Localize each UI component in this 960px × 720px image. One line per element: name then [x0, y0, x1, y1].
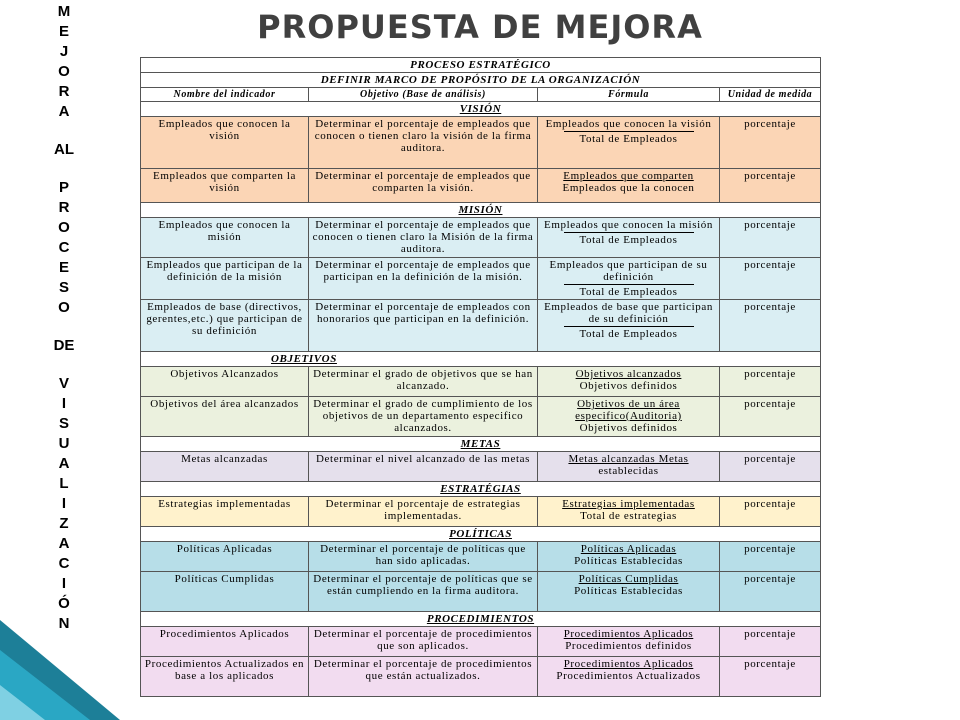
- column-header-formula: Fórmula: [538, 88, 720, 102]
- vertical-title-letter: V: [58, 375, 69, 392]
- indicator-formula: $\frac{\text{Estrategias implementadas}}{\text{Total de estrategias}}$: [538, 497, 720, 527]
- page-title: PROPUESTA DE MEJORA: [257, 8, 703, 46]
- indicator-unit: porcentaje: [720, 218, 821, 258]
- indicator-unit: porcentaje: [720, 452, 821, 482]
- vertical-title-letter: A: [58, 103, 70, 120]
- table-row: [141, 452, 821, 482]
- table-row: [141, 542, 821, 572]
- section-politicas: POLÍTICAS: [141, 527, 821, 542]
- column-header-name: Nombre del indicador: [141, 88, 309, 102]
- vertical-title-letter: C: [58, 239, 70, 256]
- vertical-title-letter: [40, 122, 88, 140]
- indicator-name: Procedimientos Actualizados en base a los aplicados: [141, 657, 309, 697]
- indicator-objective: Determinar el porcentaje de políticas que han sido aplicadas.: [309, 542, 538, 572]
- indicator-name: Estrategias implementadas: [141, 497, 309, 527]
- corner-decoration: [0, 580, 120, 720]
- indicator-formula: $\frac{\text{Empleados que conocen la visión}}{\text{Total de Empleados}}$: [538, 117, 720, 169]
- table-row: [141, 169, 821, 203]
- vertical-title-letter: M: [57, 3, 71, 20]
- vertical-title-letter: S: [58, 415, 69, 432]
- section-mision: MISIÓN: [141, 203, 821, 218]
- indicator-formula: $\frac{\text{Empleados que comparten}}{\text{Empleados que la conocen}}$: [538, 169, 720, 203]
- indicator-formula: $\frac{\text{Políticas Cumplidas}}{\text{Políticas Establecidas}}$: [538, 572, 720, 612]
- indicator-formula: $\frac{\text{Empleados que participan de su definición}}{\text{Total de Empleados}}$: [538, 258, 720, 300]
- indicator-unit: porcentaje: [720, 572, 821, 612]
- vertical-title-letter: C: [58, 555, 70, 572]
- indicator-objective: Determinar el porcentaje de procedimientos que están actualizados.: [309, 657, 538, 697]
- vertical-title-letter: [40, 160, 88, 178]
- vertical-title-letter: Ó: [58, 595, 70, 612]
- indicator-unit: porcentaje: [720, 169, 821, 203]
- table-row: [141, 657, 821, 697]
- section-objetivos: OBJETIVOS: [141, 352, 821, 367]
- vertical-title-letter: I: [61, 575, 67, 592]
- indicator-objective: Determinar el porcentaje de empleados que conocen o tienen claro la Misión de la firma auditora.: [309, 218, 538, 258]
- indicator-formula: $\frac{\text{Objetivos alcanzados}}{\text{Objetivos definidos}}$: [538, 367, 720, 397]
- vertical-title-letter: U: [58, 435, 70, 452]
- indicator-objective: Determinar el porcentaje de procedimientos que son aplicados.: [309, 627, 538, 657]
- vertical-title-letter: A: [58, 535, 70, 552]
- indicator-objective: Determinar el grado de objetivos que se han alcanzado.: [309, 367, 538, 397]
- table-row: [141, 300, 821, 352]
- indicator-objective: Determinar el porcentaje de empleados que conocen o tienen claro la visión de la firma auditora.: [309, 117, 538, 169]
- table-row: [141, 497, 821, 527]
- indicator-name: Metas alcanzadas: [141, 452, 309, 482]
- indicator-unit: porcentaje: [720, 258, 821, 300]
- vertical-title-letter: L: [59, 475, 69, 492]
- vertical-title-letter: E: [58, 259, 69, 276]
- indicator-unit: porcentaje: [720, 627, 821, 657]
- vertical-title: [40, 2, 88, 634]
- indicator-formula: $\frac{\text{Objetivos de un área especifico(Auditoria)}}{\text{Objetivos definidos}}$: [538, 397, 720, 437]
- table-row: [141, 218, 821, 258]
- vertical-title-letter: O: [58, 299, 70, 316]
- vertical-title-letter: N: [58, 615, 70, 632]
- indicator-name: Procedimientos Aplicados: [141, 627, 309, 657]
- column-header-objective: Objetivo (Base de análisis): [309, 88, 538, 102]
- table-row: [141, 258, 821, 300]
- table-row: [141, 397, 821, 437]
- indicator-objective: Determinar el grado de cumplimiento de los objetivos de un departamento especifico alcanzados.: [309, 397, 538, 437]
- table-row: [141, 367, 821, 397]
- indicator-objective: Determinar el porcentaje de estrategias implementadas.: [309, 497, 538, 527]
- indicator-unit: porcentaje: [720, 367, 821, 397]
- indicator-name: Empleados que conocen la visión: [141, 117, 309, 169]
- vertical-title-letter: [40, 318, 88, 336]
- indicators-table: [140, 57, 821, 697]
- indicator-formula: $\frac{\text{Políticas Aplicadas}}{\text{Políticas Establecidas}}$: [538, 542, 720, 572]
- table-row: [141, 572, 821, 612]
- vertical-title-letter: I: [61, 495, 67, 512]
- indicator-unit: porcentaje: [720, 657, 821, 697]
- indicator-name: Objetivos Alcanzados: [141, 367, 309, 397]
- indicator-formula: $\frac{\text{Metas alcanzadas Metas}}{\text{establecidas}}$: [538, 452, 720, 482]
- indicator-unit: porcentaje: [720, 117, 821, 169]
- vertical-title-letter: R: [58, 199, 70, 216]
- indicator-unit: porcentaje: [720, 397, 821, 437]
- indicator-name: Empleados que conocen la misión: [141, 218, 309, 258]
- indicator-unit: porcentaje: [720, 497, 821, 527]
- indicator-name: Políticas Aplicadas: [141, 542, 309, 572]
- vertical-title-letter: P: [58, 179, 69, 196]
- section-vision: VISIÓN: [141, 102, 821, 117]
- section-procedimientos: PROCEDIMIENTOS: [141, 612, 821, 627]
- vertical-title-letter: [40, 356, 88, 374]
- indicator-name: Empleados de base (directivos, gerentes,etc.) que participan de su definición: [141, 300, 309, 352]
- vertical-title-letter: R: [58, 83, 70, 100]
- vertical-title-letter: O: [58, 63, 70, 80]
- indicator-formula: $\frac{\text{Empleados de base que participan de su definición}}{\text{Total de Empleados}}$: [538, 300, 720, 352]
- indicator-formula: $\frac{\text{Procedimientos Aplicados}}{\text{Procedimientos definidos}}$: [538, 627, 720, 657]
- vertical-title-letter: J: [59, 43, 69, 60]
- section-metas: METAS: [141, 437, 821, 452]
- indicator-formula: $\frac{\text{Empleados que conocen la misión}}{\text{Total de Empleados}}$: [538, 218, 720, 258]
- vertical-title-letter: Z: [59, 515, 69, 532]
- purpose-header: DEFINIR MARCO DE PROPÓSITO DE LA ORGANIZACIÓN: [141, 73, 821, 88]
- indicator-objective: Determinar el porcentaje de empleados con honorarios que participan en la definición.: [309, 300, 538, 352]
- indicator-objective: Determinar el porcentaje de empleados que participan en la definición de la misión.: [309, 258, 538, 300]
- vertical-title-letter: DE: [53, 337, 75, 354]
- vertical-title-letter: S: [58, 279, 69, 296]
- vertical-title-letter: E: [58, 23, 69, 40]
- indicator-name: Empleados que comparten la visión: [141, 169, 309, 203]
- vertical-title-letter: AL: [54, 141, 74, 158]
- process-header: PROCESO ESTRATÉGICO: [141, 58, 821, 73]
- indicator-objective: Determinar el nivel alcanzado de las metas: [309, 452, 538, 482]
- vertical-title-letter: I: [61, 395, 67, 412]
- indicator-unit: porcentaje: [720, 542, 821, 572]
- column-header-unit: Unidad de medida: [720, 88, 821, 102]
- vertical-title-letter: O: [58, 219, 70, 236]
- table-row: [141, 627, 821, 657]
- indicator-name: Empleados que participan de la definición de la misión: [141, 258, 309, 300]
- table-row: [141, 117, 821, 169]
- vertical-title-letter: A: [58, 455, 70, 472]
- indicator-name: Políticas Cumplidas: [141, 572, 309, 612]
- indicator-name: Objetivos del área alcanzados: [141, 397, 309, 437]
- indicator-unit: porcentaje: [720, 300, 821, 352]
- indicator-formula: $\frac{\text{Procedimientos Aplicados}}{\text{Procedimientos Actualizados}}$: [538, 657, 720, 697]
- section-estrategias: ESTRATÉGIAS: [141, 482, 821, 497]
- indicator-objective: Determinar el porcentaje de empleados que comparten la visión.: [309, 169, 538, 203]
- indicator-objective: Determinar el porcentaje de políticas que se están cumpliendo en la firma auditora.: [309, 572, 538, 612]
